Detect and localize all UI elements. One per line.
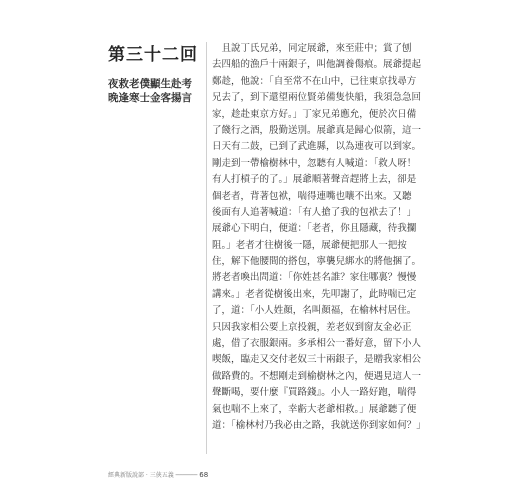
chapter-subtitle-line: 晚逢寒士金客揚言 [108, 92, 192, 104]
body-text-line: 阻。」老者才往樹後一隱，展爺便把那人一把按 [212, 239, 407, 251]
body-text-line: 只因我家相公要上京投親，差老奴到窗友金必正 [212, 321, 412, 333]
body-text-line: 剛走到一帶榆樹林中，忽聽有人喊道：「救人呀！ [212, 157, 417, 169]
body-text-line: 展爺心下明白，便道：「老者，你且隱藏，待我攔 [212, 223, 417, 235]
body-text-line: 個老者，背著包袱，喘得連嘴也嚷不出來。又聽 [212, 190, 412, 202]
chapter-body-text [212, 41, 452, 434]
footer-separator: ────── [175, 472, 198, 479]
body-text-line: 做路費的。不想剛走到榆樹林之內，便遇見這人一 [212, 370, 422, 382]
body-text-line: 處，借了衣服銀兩。多承相公一番好意，留下小人 [212, 338, 422, 350]
body-text-line: 聲斷喝，要什麼『買路錢』。小人一路好跑，喘得 [212, 387, 417, 399]
body-text-line: 兄去了，到下還望兩位賢弟備隻快船，我須急急回 [212, 92, 422, 104]
column-divider [206, 42, 207, 454]
page-number: 68 [199, 471, 209, 479]
chapter-heading [108, 40, 206, 105]
body-text-line: 且說丁氏兄弟，同定展爺，來至莊中；賞了刨 [212, 43, 412, 54]
body-text-line: 住，解下他腰間的搭包，寧襲兒綁水的將他捆了。 [212, 256, 422, 268]
body-text-line: 日天有二鼓，已到了武進縣，以為連夜可以到家。 [212, 141, 422, 153]
page-footer [108, 470, 208, 479]
book-series-label: 經典新版說部 · 三俠五義 [108, 472, 174, 479]
body-text-line: 後面有人追著喊道：「有人搶了我的包袱去了！」 [212, 206, 417, 218]
body-text-line: 了餞行之酒，殷勤送別。展爺真是歸心似箭，這一 [212, 124, 422, 136]
body-text-line: 去四船的漁戶十兩銀子，叫他調養傷痕。展爺提起 [212, 59, 422, 71]
body-text-line: 將老者喚出問道：「你姓甚名誰？家住哪裏？慢慢 [212, 272, 417, 284]
chapter-subtitle [108, 77, 206, 105]
body-text-line: 了，道：「小人姓顏，名叫顏福，在榆林村居住。 [212, 305, 417, 317]
body-text-line: 講來。」老者從樹後出來，先叩謝了，此時喘已定 [212, 288, 417, 300]
chapter-subtitle-line: 夜救老僕顯生赴考 [108, 78, 192, 90]
body-text-line: 道：「榆林村乃我必由之路，我就送你到家如何？」 [212, 419, 426, 431]
body-text-line: 喫飯，臨走又交付老奴三十兩銀子，是贈我家相公 [212, 354, 422, 366]
body-text-line: 家，趁赴東京方好。」丁家兄弟應允，便於次日備 [212, 108, 417, 120]
body-text-line: 氣也喘不上來了，幸虧大老爺相救。」展爺聽了便 [212, 403, 417, 415]
body-text-line: 有人打槓子的了。」展爺順著聲音趕將上去，卻是 [212, 174, 417, 186]
body-text-line: 鄭趁，他說：「自至常不在山中，已往東京找尋方 [212, 75, 417, 87]
chapter-title: 第三十二回 [108, 45, 198, 65]
